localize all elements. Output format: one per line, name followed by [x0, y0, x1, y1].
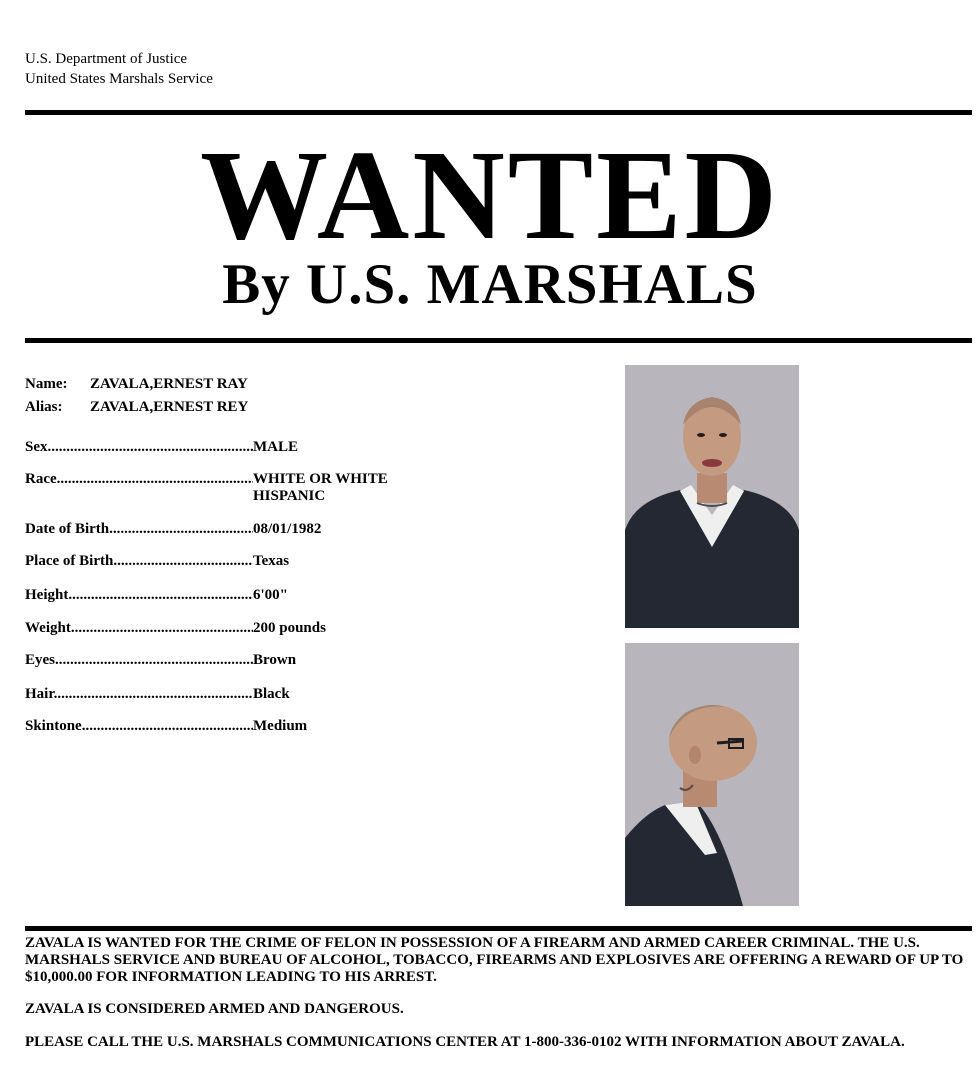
field-skintone [25, 718, 413, 735]
field-value: 6'00" [253, 587, 288, 603]
field-value: MALE [253, 439, 298, 455]
mugshot-profile-photo [625, 643, 799, 906]
field-label: Place of Birth ..... [25, 553, 253, 570]
field-date-of-birth [25, 521, 413, 538]
alias-value: ZAVALA,ERNEST REY [90, 399, 249, 415]
field-value: Medium [253, 718, 308, 734]
crime-description: ZAVALA IS WANTED FOR THE CRIME OF FELON IN POSSESSION OF A FIREARM AND ARMED CAREER CRIMINAL. THE U.S. MARSHALS SERVICE AND BUREAU OF ALCOHOL, TOBACCO, FIREARMS AND EXPLOSIVES ARE OFFERING A REWARD OF UP TO $10,000.00 FOR INFORMATION LEADING TO HIS ARREST. [25, 935, 964, 985]
field-label: Height ..... [25, 587, 253, 604]
middle-divider [25, 338, 972, 343]
top-divider [25, 110, 972, 115]
field-race [25, 471, 413, 505]
department-name: U.S. Department of Justice [25, 51, 188, 67]
field-label: Eyes ..... [25, 652, 253, 669]
name-value: ZAVALA,ERNEST RAY [90, 376, 248, 392]
field-value: WHITE OR WHITE HISPANIC [253, 471, 388, 504]
wanted-subtitle: By U.S. MARSHALS [222, 253, 758, 316]
field-sex [25, 439, 413, 456]
agency-header [25, 49, 213, 89]
mugshot-front-photo [625, 365, 799, 628]
field-value: 200 pounds [253, 620, 326, 636]
field-value: Texas [253, 553, 290, 569]
service-name: United States Marshals Service [25, 71, 213, 87]
name-label: Name: [25, 376, 68, 392]
field-value: 08/01/1982 [253, 521, 322, 537]
field-label: Skintone ..... [25, 718, 253, 735]
alias-label: Alias: [25, 399, 63, 415]
field-label: Race ..... [25, 471, 253, 488]
bottom-divider [25, 926, 972, 931]
field-label: Sex ..... [25, 439, 253, 456]
wanted-title: WANTED [200, 124, 780, 266]
field-value: Brown [253, 652, 297, 668]
armed-warning: ZAVALA IS CONSIDERED ARMED AND DANGEROUS. [25, 1001, 404, 1017]
field-label: Weight ..... [25, 620, 253, 637]
field-weight [25, 620, 413, 637]
contact-instructions: PLEASE CALL THE U.S. MARSHALS COMMUNICATIONS CENTER AT 1-800-336-0102 WITH INFORMATION ABOUT ZAVALA. [25, 1034, 905, 1050]
field-value: Black [253, 686, 290, 702]
field-label: Hair ..... [25, 686, 253, 703]
field-label: Date of Birth ..... [25, 521, 253, 538]
field-place-of-birth [25, 553, 413, 570]
field-height [25, 587, 413, 604]
name-row [25, 375, 248, 393]
alias-row [25, 398, 248, 416]
field-eyes [25, 652, 413, 669]
field-hair [25, 686, 413, 703]
